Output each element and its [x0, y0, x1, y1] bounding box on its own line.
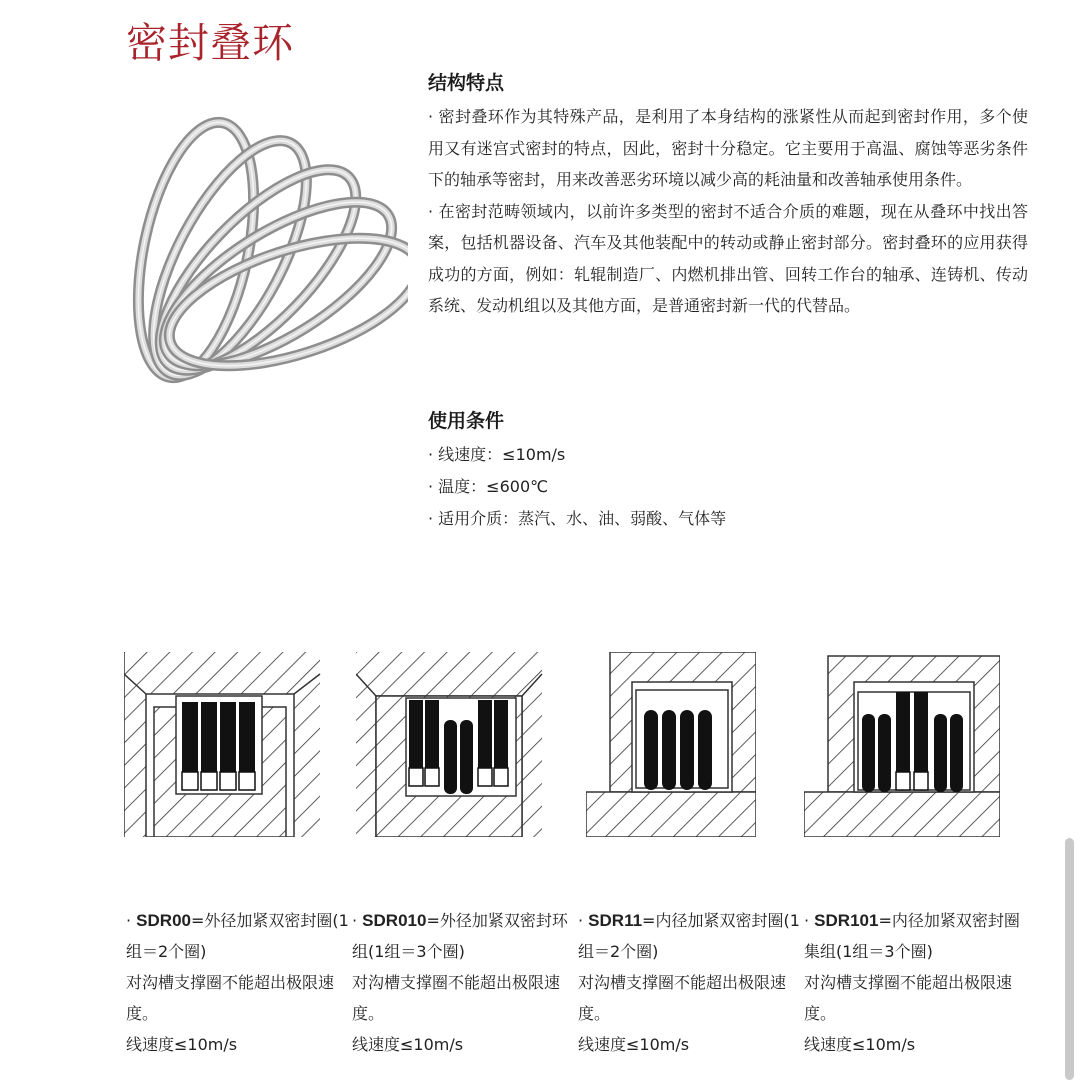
conditions-heading: 使用条件: [428, 410, 505, 432]
product-speed: 线速度≤10m/s: [578, 1035, 690, 1054]
features-paragraph-1: · 密封叠环作为其特殊产品，是利用了本身结构的涨紧性从而起到密封作用，多个使用又有迷宫式密封的特点，因此，密封十分稳定。它主要用于高温、腐蚀等恶劣条件下的轴承等密封，用来改善恶劣环境以减少高的耗油量和改善轴承使用条件。: [428, 107, 1028, 189]
caption-sdr00: [126, 905, 356, 1060]
caption-bullet: ·: [126, 911, 137, 930]
product-note: 对沟槽支撑圈不能超出极限速度。: [352, 973, 561, 1023]
product-code: SDR00: [136, 911, 191, 930]
product-desc: =内径加紧双密封圈集组(1组＝3个圈): [804, 911, 1020, 961]
product-desc: =外径加紧双密封圈(1组＝2个圈): [126, 911, 349, 961]
features-paragraph-2: · 在密封范畴领域内，以前许多类型的密封不适合介质的难题，现在从叠环中找出答案，包括机器设备、汽车及其他装配中的转动或静止密封部分。密封叠环的应用获得成功的方面，例如：轧辊制造厂、内燃机排出管、回转工作台的轴承、连铸机、传动系统、发动机组以及其他方面，是普通密封新一代的代替品。: [428, 201, 1028, 315]
scrollbar-thumb[interactable]: [1065, 838, 1074, 1080]
diagram-sdr010: [356, 652, 546, 837]
caption-title: [352, 905, 582, 967]
caption-title: [578, 905, 808, 967]
caption-title: [126, 905, 356, 967]
diagram-sdr101: [804, 652, 1000, 837]
condition-speed: · 线速度：≤10m/s: [428, 445, 566, 464]
caption-bullet: ·: [352, 911, 363, 930]
product-desc: =内径加紧双密封圈(1组＝2个圈): [578, 911, 800, 961]
condition-media: · 适用介质：蒸汽、水、油、弱酸、气体等: [428, 509, 727, 528]
features-heading: 结构特点: [428, 72, 505, 94]
diagram-sdr11: [586, 652, 756, 837]
condition-temperature: · 温度：≤600℃: [428, 477, 549, 496]
page-title: 密封叠环: [126, 19, 294, 67]
caption-bullet: ·: [804, 911, 815, 930]
product-speed: 线速度≤10m/s: [126, 1035, 238, 1054]
product-desc: =外径加紧双密封环组(1组＝3个圈): [352, 911, 568, 961]
caption-bullet: ·: [578, 911, 589, 930]
ring-5: [154, 212, 408, 390]
conditions-section: [428, 406, 1028, 535]
product-speed: 线速度≤10m/s: [352, 1035, 464, 1054]
caption-sdr010: [352, 905, 582, 1060]
product-note: 对沟槽支撑圈不能超出极限速度。: [804, 973, 1013, 1023]
caption-title: [804, 905, 1034, 967]
product-speed: 线速度≤10m/s: [804, 1035, 916, 1054]
seal-rings-image: [118, 100, 408, 390]
product-note: 对沟槽支撑圈不能超出极限速度。: [578, 973, 787, 1023]
caption-sdr11: [578, 905, 808, 1060]
product-note: 对沟槽支撑圈不能超出极限速度。: [126, 973, 335, 1023]
product-code: SDR11: [588, 911, 643, 930]
diagram-sdr00: [124, 652, 324, 837]
caption-sdr101: [804, 905, 1034, 1060]
product-code: SDR101: [814, 911, 879, 930]
product-code: SDR010: [362, 911, 427, 930]
features-section: [428, 68, 1028, 322]
